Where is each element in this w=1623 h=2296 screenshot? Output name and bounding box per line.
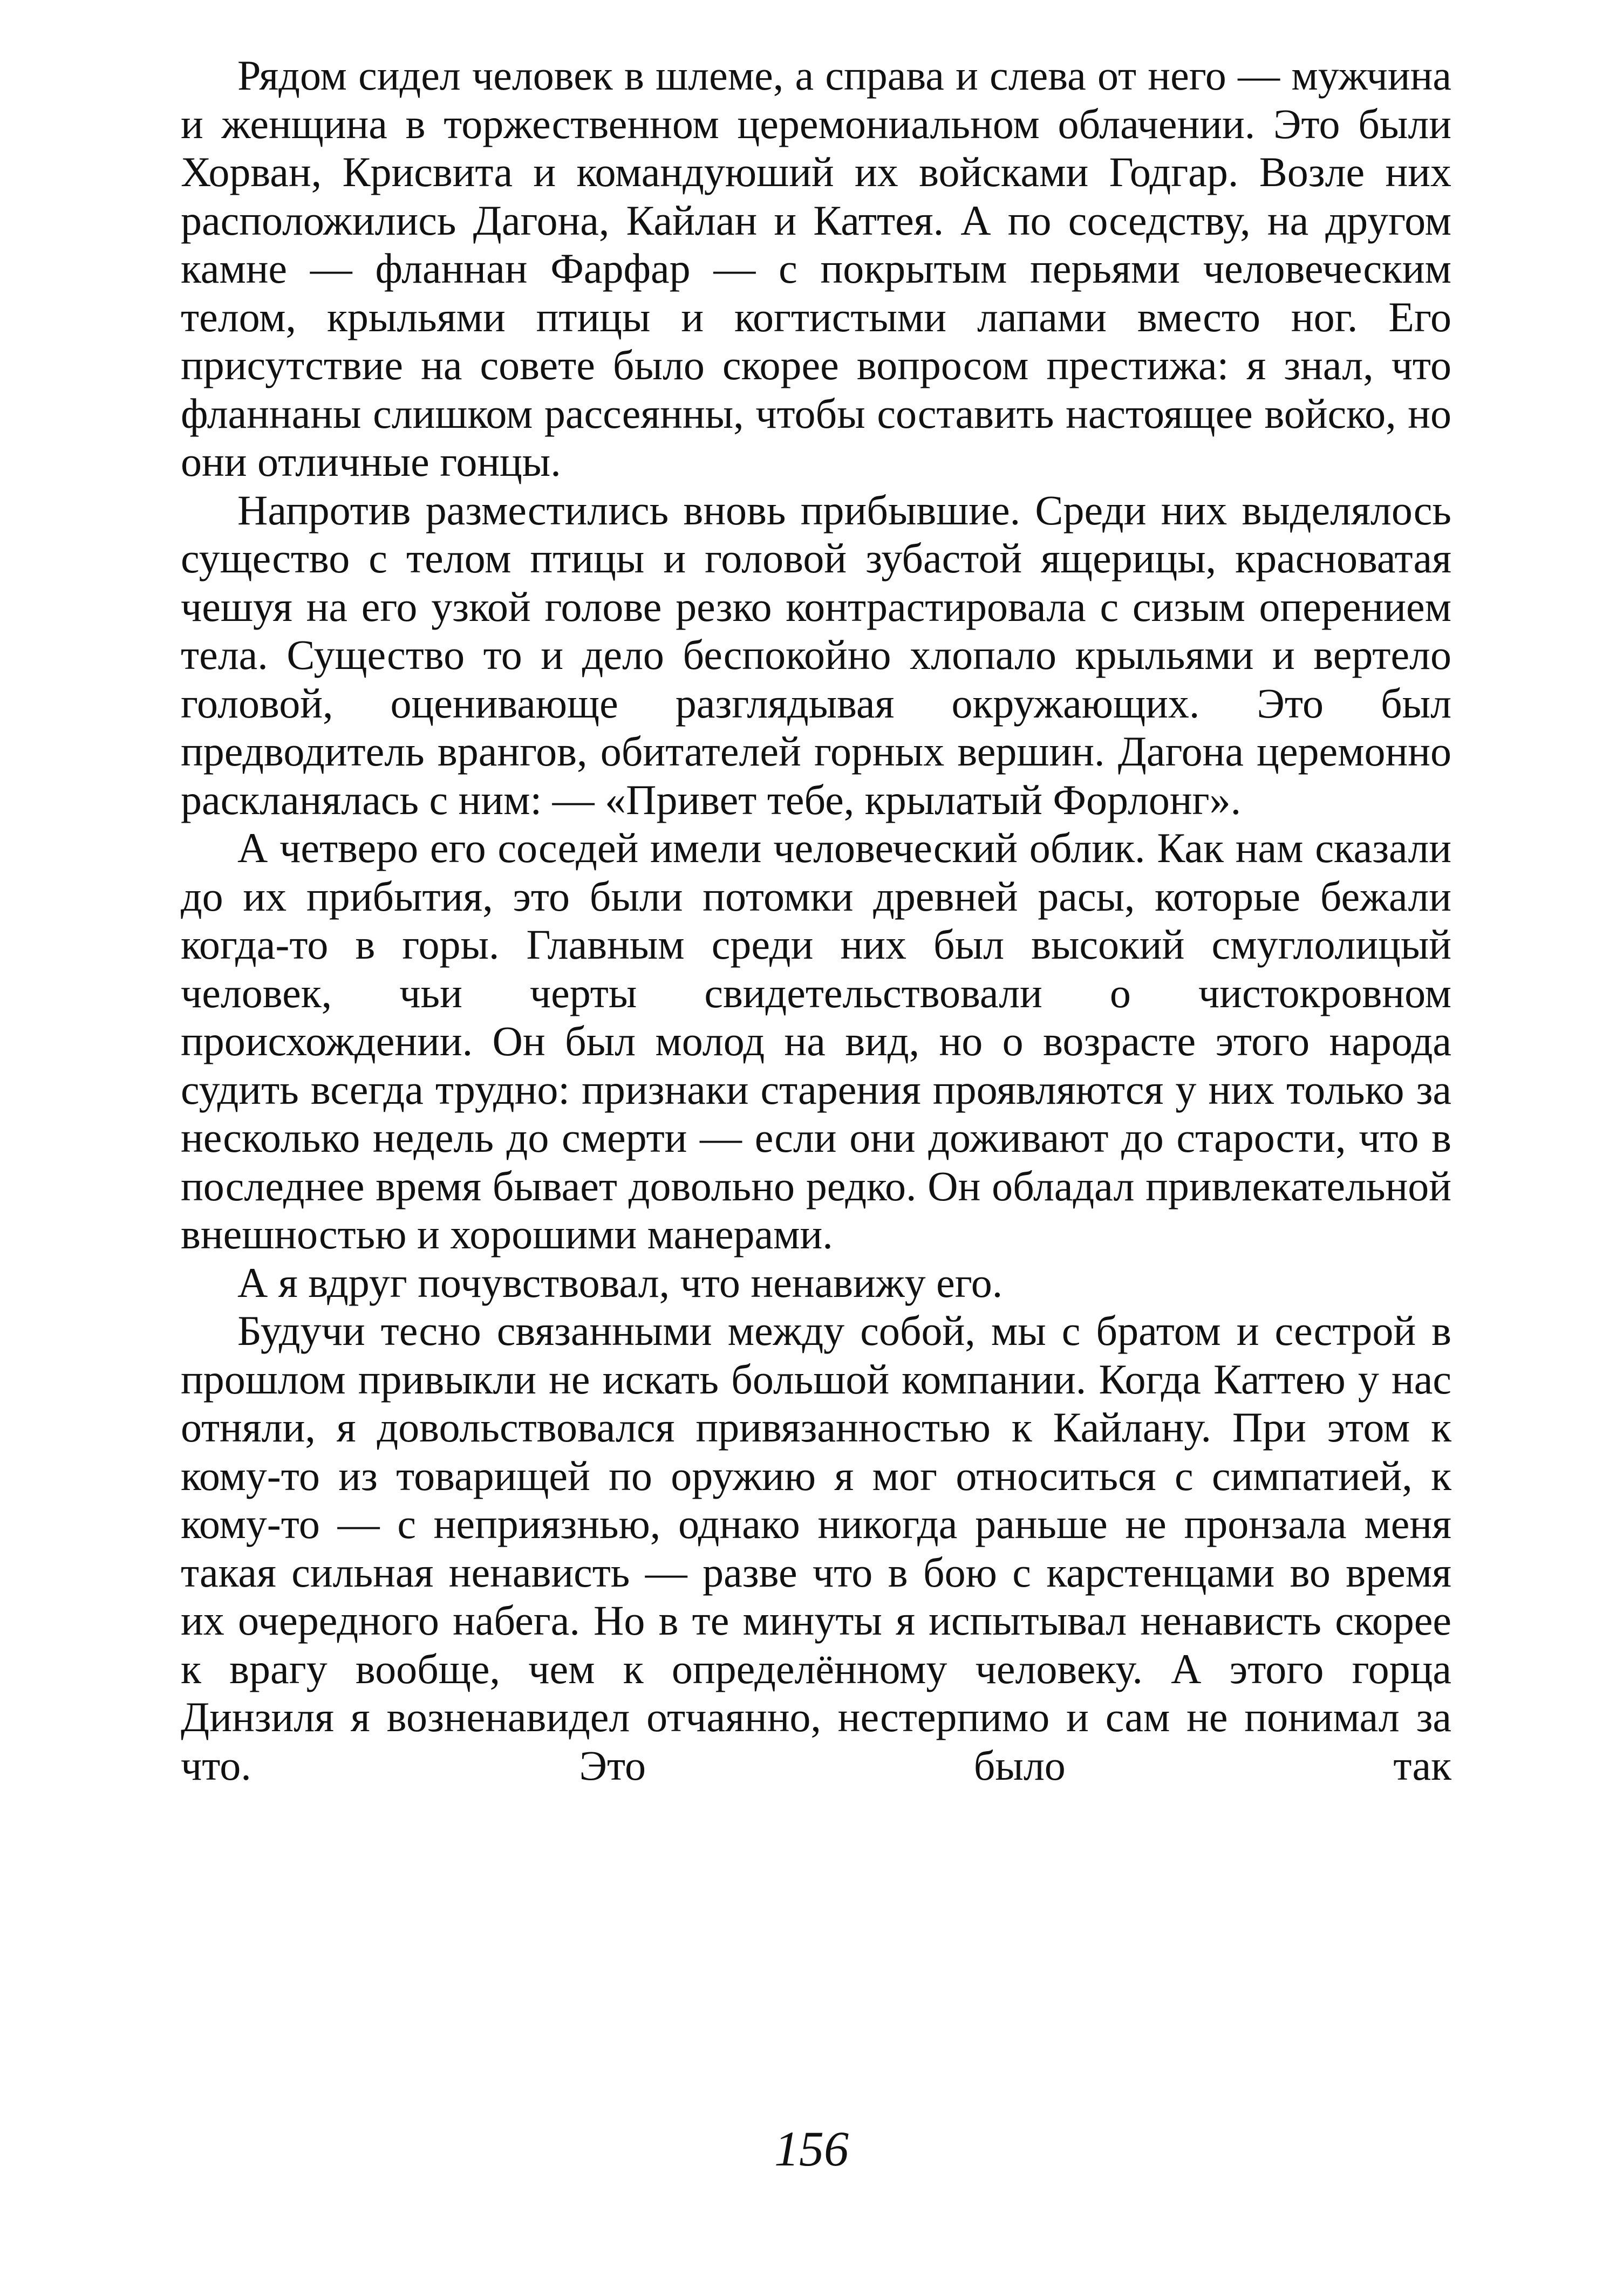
paragraph-3: А четверо его соседей имели человеческий облик. Как нам сказали до их прибытия, это были потомки древней расы, которые бежали когда-то в горы. Главным среди них был высокий смуглолицый человек, чьи черты свидетельствовали о чистокровном происхождении. Он был молод на вид, но о возрасте этого народа судить всегда трудно: признаки старения проявляются у них только за несколько недель до смерти — если они доживают до старости, что в последнее время бывает довольно редко. Он обладал привлекательной внешностью и хорошими манерами. bbox=[181, 824, 1451, 1258]
body-text bbox=[181, 51, 1451, 1789]
paragraph-5: Будучи тесно связанными между собой, мы с братом и сестрой в прошлом привыкли не искать большой компании. Когда Каттею у нас отняли, я довольствовался привязанностью к Кайлану. При этом к кому-то из товарищей по оружию я мог относиться с симпатией, к кому-то — с неприязнью, однако никогда раньше не пронзала меня такая сильная ненависть — разве что в бою с карстенцами во время их очередного набега. Но в те минуты я испытывал ненависть скорее к врагу вообще, чем к определённому человеку. А этого горца Динзиля я возненавидел отчаянно, нестерпимо и сам не понимал за что. Это было так bbox=[181, 1307, 1451, 1789]
page-number: 156 bbox=[774, 2121, 849, 2176]
paragraph-4: А я вдруг почувствовал, что ненавижу его. bbox=[237, 1259, 1003, 1306]
paragraph-1: Рядом сидел человек в шлеме, а справа и слева от него — мужчина и женщина в торжественном церемониальном облачении. Это были Хорван, Крисвита и командуюший их войсками Годгар. Возле них расположились Дагона, Кайлан и Каттея. А по соседству, на другом камне — фланнан Фарфар — с покрытым перьями человеческим телом, крыльями птицы и когтистыми лапами вместо ног. Его присутствие на совете было скорее вопросом престижа: я знал, что фланнаны слишком рассеянны, чтобы составить настоящее войско, но они отличные гонцы. bbox=[181, 52, 1451, 485]
paragraph-2: Напротив разместились вновь прибывшие. Среди них выделялось существо с телом птицы и головой зубастой ящерицы, красноватая чешуя на его узкой голове резко контрастировала с сизым оперением тела. Существо то и дело беспокойно хлопало крыльями и вертело головой, оценивающе разглядывая окружающих. Это был предводитель врангов, обитателей горных вершин. Дагона церемонно раскланялась с ним: — «Привет тебе, крылатый Форлонг». bbox=[181, 486, 1451, 823]
